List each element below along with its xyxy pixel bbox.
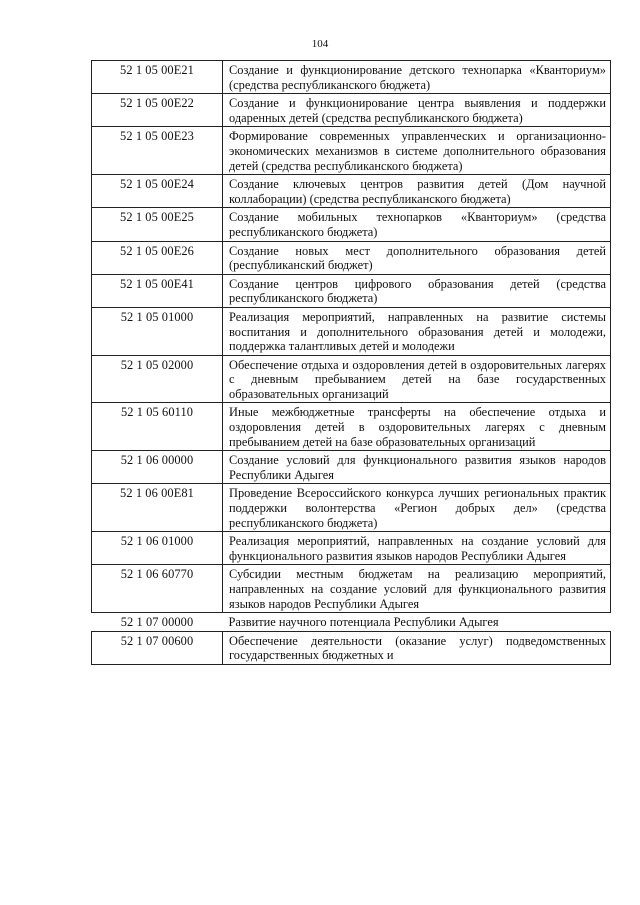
row-description: Формирование современных управленческих и организационно-экономических механизмов в системе дополнительного образования детей (средства республиканского бюджета) [223,127,611,175]
table-row [92,565,611,613]
row-code: 52 1 05 60110 [92,403,223,451]
row-code: 52 1 06 00000 [92,451,223,484]
row-code: 52 1 06 60770 [92,565,223,613]
row-code: 52 1 05 00E41 [92,274,223,307]
row-description: Обеспечение отдыха и оздоровления детей в оздоровительных лагерях с дневным пребыванием детей на базе государственных образовательных организаций [223,355,611,403]
row-code: 52 1 06 01000 [92,532,223,565]
table-row [92,355,611,403]
budget-classification-table [91,60,611,665]
row-code: 52 1 06 00E81 [92,484,223,532]
row-code: 52 1 05 00E26 [92,241,223,274]
row-code: 52 1 05 02000 [92,355,223,403]
row-description: Создание ключевых центров развития детей (Дом научной коллаборации) (средства республиканского бюджета) [223,175,611,208]
table-row [92,241,611,274]
row-description: Реализация мероприятий, направленных на создание условий для функционального развития языков народов Республики Адыгея [223,532,611,565]
row-description: Реализация мероприятий, направленных на развитие системы воспитания и дополнительного образования детей и молодежи, поддержка талантливых детей и молодежи [223,307,611,355]
row-description: Проведение Всероссийского конкурса лучших региональных практик поддержки волонтерства «Регион добрых дел» (средства республиканского бюджета) [223,484,611,532]
row-code: 52 1 05 00E21 [92,61,223,94]
table-row [92,307,611,355]
table-row [92,631,611,664]
row-description: Создание и функционирование центра выявления и поддержки одаренных детей (средства республиканского бюджета) [223,94,611,127]
table-row [92,451,611,484]
table-row [92,532,611,565]
row-description: Создание новых мест дополнительного образования детей (республиканский бюджет) [223,241,611,274]
table-row [92,127,611,175]
row-code: 52 1 05 00E24 [92,175,223,208]
row-description-text: Обеспечение деятельности (оказание услуг) подведомственных государственных бюджетных и [229,633,606,663]
table-row [92,175,611,208]
row-description [223,631,611,664]
row-description: Создание условий для функционального развития языков народов Республики Адыгея [223,451,611,484]
row-description: Иные межбюджетные трансферты на обеспечение отдыха и оздоровления детей в оздоровительных лагерях с дневным пребыванием детей на базе образовательных организаций [223,403,611,451]
row-description: Создание мобильных технопарков «Кванториум» (средства республиканского бюджета) [223,208,611,241]
row-code: 52 1 05 00E23 [92,127,223,175]
row-description: Создание и функционирование детского технопарка «Кванториум» (средства республиканского бюджета) [223,61,611,94]
table-row [92,208,611,241]
row-code: 52 1 07 00000 [92,613,223,632]
page-number: 104 [311,38,329,50]
row-code: 52 1 05 01000 [92,307,223,355]
table-row [92,403,611,451]
row-code: 52 1 07 00600 [92,631,223,664]
table-row [92,94,611,127]
row-description: Создание центров цифрового образования детей (средства республиканского бюджета) [223,274,611,307]
row-description: Развитие научного потенциала Республики Адыгея [223,613,611,632]
table-row [92,613,611,632]
table-row [92,274,611,307]
table-row [92,61,611,94]
row-description: Субсидии местным бюджетам на реализацию мероприятий, направленных на создание условий для функционального развития языков народов Республики Адыгея [223,565,611,613]
row-code: 52 1 05 00E22 [92,94,223,127]
row-code: 52 1 05 00E25 [92,208,223,241]
table-row [92,484,611,532]
